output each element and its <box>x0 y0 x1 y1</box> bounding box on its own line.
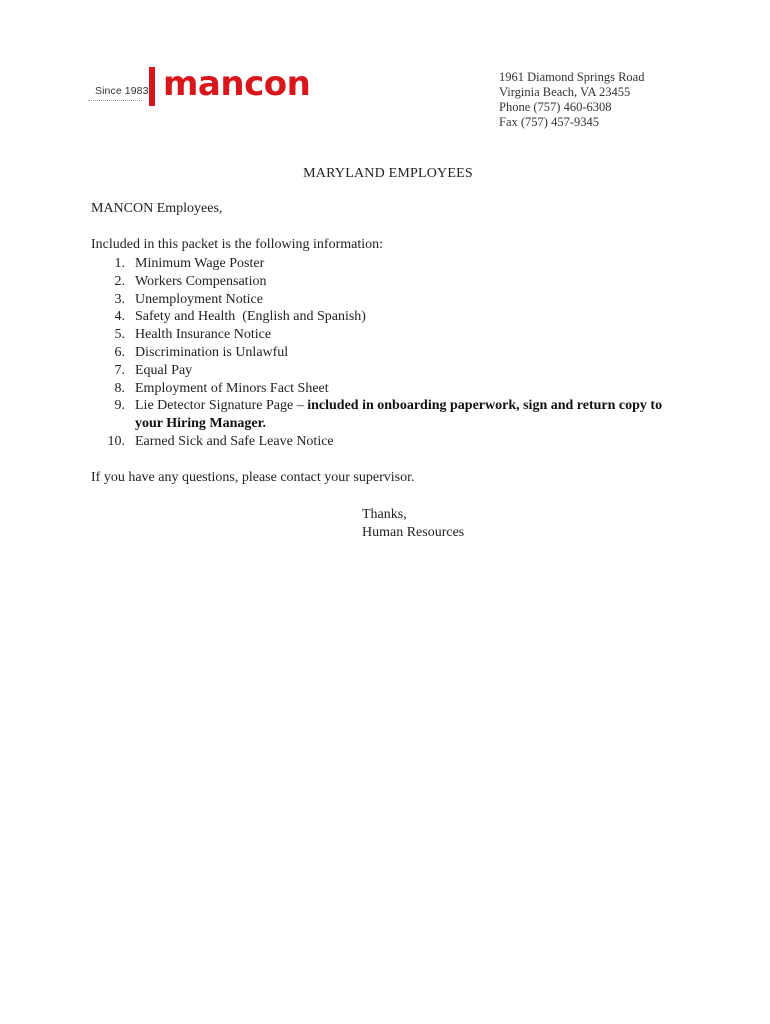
list-item-number: 10. <box>107 433 125 449</box>
list-item <box>91 362 671 380</box>
logo-brand-text: mancon <box>163 64 311 104</box>
list-item-text: Unemployment Notice <box>135 291 263 307</box>
signoff-signature: Human Resources <box>362 524 465 540</box>
list-item-text: Minimum Wage Poster <box>135 256 265 271</box>
list-item-text: Safety and Health (English and Spanish) <box>135 309 366 325</box>
list-item-number: 3. <box>114 291 125 307</box>
list-item-number: 5. <box>114 327 125 343</box>
list-item-number: 7. <box>114 362 125 378</box>
address-phone: Phone (757) 460-6308 <box>499 100 612 114</box>
logo-red-bar <box>149 67 155 106</box>
logo-dotted-rule <box>88 100 142 101</box>
mancon-logo <box>88 64 348 106</box>
signoff <box>362 506 464 542</box>
list-item-number: 1. <box>114 256 125 271</box>
list-item-text: Lie Detector Signature Page – <box>135 398 308 414</box>
list-item <box>91 273 671 291</box>
list-item <box>91 308 671 326</box>
list-item-text: Discrimination is Unlawful <box>135 344 289 360</box>
list-item <box>91 433 671 451</box>
list-item-number: 6. <box>114 344 125 360</box>
list-item <box>91 255 671 273</box>
questions-text: If you have any questions, please contact your supervisor. <box>91 470 415 485</box>
list-item-text: Workers Compensation <box>135 273 267 289</box>
list-item <box>91 397 671 433</box>
list-item <box>91 380 671 398</box>
list-item-text: Health Insurance Notice <box>135 327 272 343</box>
list-item-text: Earned Sick and Safe Leave Notice <box>135 433 334 449</box>
list-item <box>91 344 671 362</box>
address-fax: Fax (757) 457-9345 <box>499 115 599 129</box>
list-item <box>91 291 671 309</box>
document-title: MARYLAND EMPLOYEES <box>303 166 473 181</box>
address-street: 1961 Diamond Springs Road <box>499 70 645 84</box>
list-item-number: 4. <box>114 309 125 325</box>
intro-text: Included in this packet is the following information: <box>91 237 383 252</box>
list-item-number: 2. <box>114 273 125 289</box>
list-item-number: 9. <box>114 398 125 414</box>
greeting: MANCON Employees, <box>91 201 223 216</box>
list-item <box>91 326 671 344</box>
packet-contents-list <box>91 255 671 451</box>
list-item-bold-instruction: included in onboarding paperwork, sign and return copy to your Hiring Manager. <box>135 398 663 432</box>
logo-since-text: Since 1983 <box>95 85 149 97</box>
list-item-number: 8. <box>114 380 125 396</box>
address-city: Virginia Beach, VA 23455 <box>499 85 631 99</box>
signoff-thanks: Thanks, <box>362 507 407 522</box>
list-item-text: Employment of Minors Fact Sheet <box>135 380 329 396</box>
list-item-text: Equal Pay <box>135 362 193 378</box>
company-address <box>499 70 644 130</box>
